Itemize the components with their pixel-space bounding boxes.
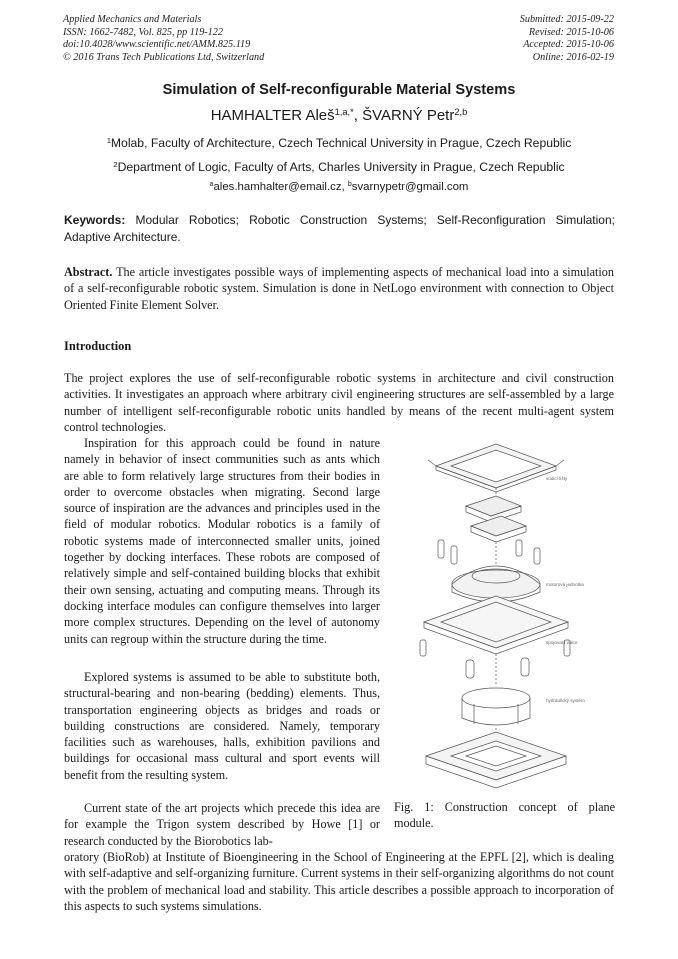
author-name: HAMHALTER Aleš — [210, 107, 335, 124]
dates-header — [520, 14, 614, 64]
affiliation-2 — [0, 160, 678, 174]
module-exploded-drawing — [396, 436, 618, 794]
journal-header — [63, 14, 264, 64]
intro-paragraph-4-end: oratory (BioRob) at Institute of Bioengineering in the School of Engineering at the EPFL [2], which is dealing with self-adaptive and self-organizing furniture. Current systems in their self-organizing algorithms do not count with the problem of mechanical load and stability. This article describes a possible approach to incorporation of this aspects to such systems simulations. — [64, 850, 614, 913]
journal-name: Applied Mechanics and Materials — [63, 14, 202, 25]
intro-paragraph-2: Inspiration for this approach could be found in nature namely in behavior of insect communities such as ants which are able to form relatively large structures from their bodies in order to overcome obstacles when migrating. Second large source of inspiration are the advances and principles used in the field of modular robotics. Modular robotics is a family of robotic systems made of interconnected smaller units, joined together by docking interfaces. These robots are composed of relatively simple and self-contained building blocks that exhibit their own sensing, actuating and computing means. Through its docking interface modules can configure themselves into larger more complex structures. Depending on the level of autonomy units can regroup within the structure during the time. — [64, 436, 380, 646]
figure-label: spojovací válce — [546, 640, 578, 645]
affiliation-text: Department of Logic, Faculty of Arts, Charles University in Prague, Czech Republic — [117, 160, 565, 174]
intro-paragraph-4-start: Current state of the art projects which precede this idea are for example the Trigon system described by Howe [1] or research conducted by the Biorobotics lab- — [64, 801, 380, 848]
author-list — [0, 107, 678, 124]
keywords-text: Modular Robotics; Robotic Construction Systems; Self-Reconfiguration Simulation; Adaptive Architecture. — [64, 213, 615, 244]
journal-issn: ISSN: 1662-7482, Vol. 825, pp 119-122 — [63, 26, 223, 38]
keywords — [64, 212, 615, 245]
author-name: ŠVARNÝ Petr — [362, 107, 455, 124]
date-accepted: Accepted: 2015-10-06 — [523, 39, 614, 51]
affiliation-1 — [0, 136, 678, 150]
abstract — [64, 264, 614, 313]
abstract-text: The article investigates possible ways of implementing aspects of mechanical load into a simulation of a self-reconfigurable robotic system. Simulation is done in NetLogo environment with connection to Object Oriented Finite Element Solver. — [64, 265, 614, 312]
email-link[interactable]: svarnypetr@gmail.com — [351, 181, 469, 193]
date-submitted: Submitted: 2015-09-22 — [519, 14, 614, 25]
affiliation-number: 1 — [106, 135, 111, 145]
affiliation-text: Molab, Faculty of Architecture, Czech Technical University in Prague, Czech Republic — [110, 136, 572, 150]
intro-paragraph-3: Explored systems is assumed to be able to substitute both, structural-bearing and non-bearing (bedding) elements. Thus, transportation engineering objects as bridges and roads or building constructions are considered. Namely, temporary facilities such as warehouses, halls, exhibition pavilions and buildings for occasional mass cultural and sport events will benefit from the resulting system. — [64, 670, 380, 782]
intro-paragraph-1: The project explores the use of self-reconfigurable robotic systems in architecture and civil construction activities. It investigates an approach where arbitrary civil engineering structures are self-assembled by a large number of intelligent self-reconfigurable robotic units handled by means of the recent multi-agent system control technologies. — [64, 371, 614, 434]
author-separator: , — [353, 107, 363, 124]
date-revised: Revised: 2015-10-06 — [528, 26, 614, 38]
figure-label: motorová jednotka — [546, 582, 584, 587]
email-marker: b — [347, 181, 352, 189]
date-online: Online: 2016-02-19 — [532, 51, 614, 63]
figure-caption: Fig. 1: Construction concept of plane module. — [394, 800, 615, 831]
author-emails — [0, 181, 678, 193]
email-link[interactable]: ales.hamhalter@email.cz, — [213, 181, 348, 193]
author-superscript: 1,a,* — [334, 106, 354, 117]
section-heading: Introduction — [64, 339, 132, 353]
keywords-label: Keywords: — [64, 213, 126, 227]
figure-label: hydraulický systém — [546, 698, 585, 703]
email-marker: a — [209, 181, 214, 189]
paper-title: Simulation of Self-reconfigurable Material Systems — [162, 82, 516, 98]
affiliation-number: 2 — [113, 159, 118, 169]
figure-label: vodicí lišty — [546, 476, 568, 481]
abstract-label: Abstract. — [64, 265, 113, 279]
journal-doi: doi:10.4028/www.scientific.net/AMM.825.119 — [63, 39, 251, 51]
journal-copyright: © 2016 Trans Tech Publications Ltd, Switzerland — [63, 51, 265, 63]
author-superscript: 2,b — [454, 106, 468, 117]
